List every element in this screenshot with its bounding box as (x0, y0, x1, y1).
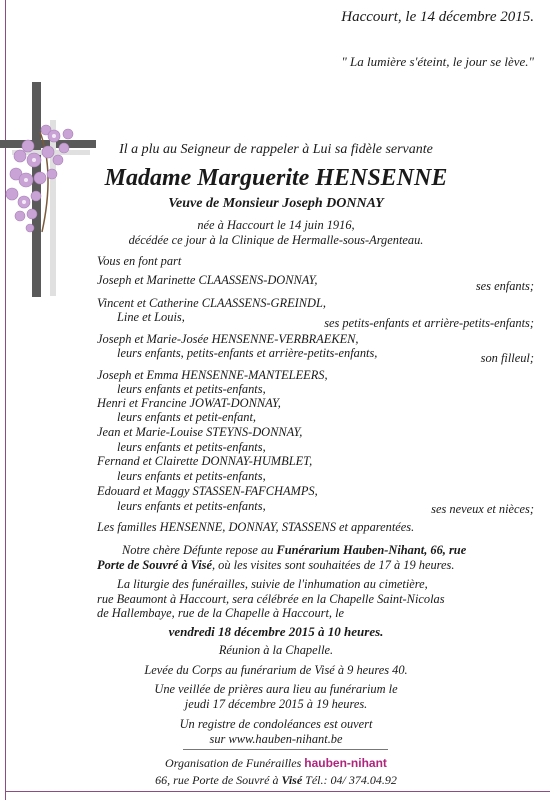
relation-label: ses enfants; (475, 279, 534, 293)
address-city: Visé (281, 773, 303, 787)
levee-text: Levée du Corps au funérarium de Visé à 9 heures 40. (144, 663, 408, 677)
rest-info-place: Funérarium Hauben-Nihant, 66, rue (276, 543, 467, 557)
family-line: Edouard et Maggy STASSEN-FAFCHAMPS, (97, 484, 318, 498)
relation-label: ses petits-enfants et arrière-petits-enfants; (324, 316, 534, 330)
address-street: 66, rue Porte de Souvré à (155, 773, 282, 787)
liturgy-line: La liturgie des funérailles, suivie de l'inhumation au cimetière, (117, 577, 428, 591)
birth-info: née à Haccourt le 14 juin 1916, (197, 218, 355, 232)
organisation-line (0, 756, 552, 771)
families-line: Les familles HENSENNE, DONNAY, STASSENS et apparentées. (97, 520, 415, 534)
address-phone: Tél.: 04/ 374.04.92 (302, 773, 397, 787)
family-line: leurs enfants et petits-enfants, (117, 382, 266, 396)
vigil-line: jeudi 17 décembre 2015 à 19 heures. (184, 697, 368, 711)
rest-info (122, 543, 466, 558)
family-line: leurs enfants et petits-enfants, (117, 469, 266, 483)
family-line: Jean et Marie-Louise STEYNS-DONNAY, (97, 425, 303, 439)
family-line: Henri et Francine JOWAT-DONNAY, (97, 396, 281, 410)
brand-name: hauben-nihant (304, 756, 387, 770)
rest-info-pre: Notre chère Défunte repose au (122, 543, 277, 557)
registry-link[interactable]: sur www.hauben-nihant.be (209, 732, 343, 746)
family-line: Joseph et Marinette CLAASSENS-DONNAY, (97, 273, 318, 287)
family-line: Line et Louis, (117, 310, 185, 324)
registry-line: Un registre de condoléances est ouvert (179, 717, 373, 731)
liturgy-line: de Hallembaye, rue de la Chapelle à Haccourt, le (97, 606, 345, 620)
liturgy-line: rue Beaumont à Haccourt, sera célébrée en la Chapelle Saint-Nicolas (97, 592, 445, 606)
border-bottom (5, 791, 550, 792)
relation-label: ses neveux et nièces; (431, 502, 534, 516)
death-info: décédée ce jour à la Clinique de Hermalle-sous-Argenteau. (128, 233, 424, 247)
rest-info-cont (97, 558, 454, 573)
relation-label: son filleul; (480, 351, 534, 365)
organisation-label: Organisation de Funérailles (165, 756, 305, 770)
family-line: Joseph et Emma HENSENNE-MANTELEERS, (97, 368, 328, 382)
family-line: leurs enfants et petit-enfant, (117, 410, 257, 424)
deceased-name: Madame Marguerite HENSENNE (104, 165, 448, 191)
family-line: Vincent et Catherine CLAASSENS-GREINDL, (97, 296, 326, 310)
rest-info-street: Porte de Souvré à Visé (97, 558, 212, 572)
family-line: Joseph et Marie-Josée HENSENNE-VERBRAEKEN, (97, 332, 359, 346)
quote: " La lumière s'éteint, le jour se lève." (341, 54, 534, 69)
intro-text: Il a plu au Seigneur de rappeler à Lui sa fidèle servante (119, 142, 433, 157)
divider (183, 749, 388, 750)
cross-icon (0, 82, 110, 302)
family-intro: Vous en font part (97, 254, 182, 268)
family-line: Fernand et Clairette DONNAY-HUMBLET, (97, 454, 313, 468)
widow-of: Veuve de Monsieur Joseph DONNAY (168, 196, 384, 211)
place-date: Haccourt, le 14 décembre 2015. (341, 9, 534, 25)
family-line: leurs enfants et petits-enfants, (117, 499, 266, 513)
reunion-text: Réunion à la Chapelle. (218, 643, 334, 657)
vigil-line: Une veillée de prières aura lieu au funérarium le (154, 682, 398, 696)
family-line: leurs enfants et petits-enfants, (117, 440, 266, 454)
funeral-date: vendredi 18 décembre 2015 à 10 heures. (168, 624, 384, 639)
family-line: leurs enfants, petits-enfants et arrière-petits-enfants, (117, 346, 378, 360)
rest-info-post: , où les visites sont souhaitées de 17 à 19 heures. (211, 558, 455, 572)
address-line (0, 773, 552, 788)
